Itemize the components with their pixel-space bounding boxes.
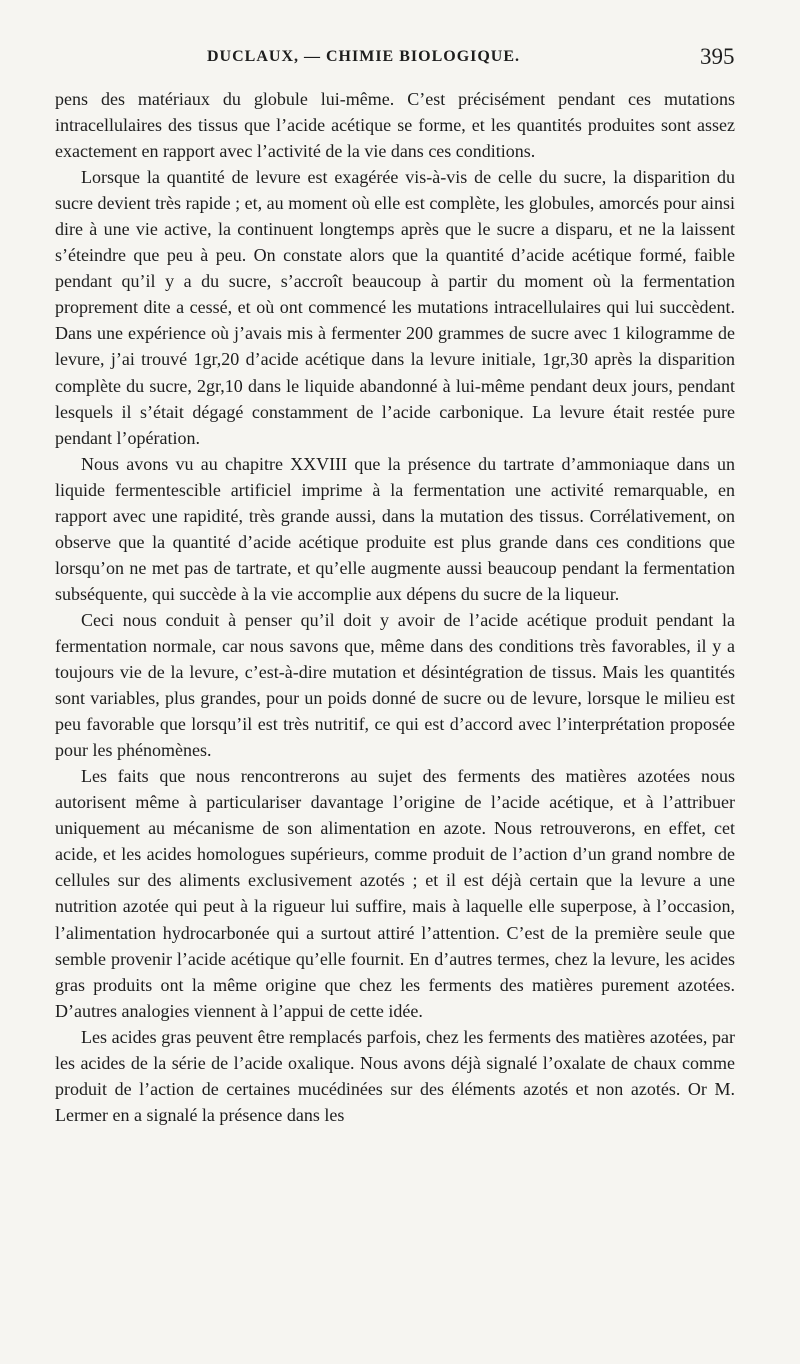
paragraph: Ceci nous conduit à penser qu’il doit y avoir de l’acide acétique produit pendant la fermentation normale, car nous savons que, même dans des conditions très favorables, il y a toujours vie de la levure, c’est-à-dire mutation et désintégration de tissus. Mais les quantités sont variables, plus grandes, pour un poids donné de sucre ou de levure, lorsque le milieu est peu favorable que lorsqu’il est très nutritif, ce qui est d’accord avec l’interprétation proposée pour les phénomènes.: [55, 609, 735, 761]
paragraph: Lorsque la quantité de levure est exagérée vis-à-vis de celle du sucre, la disparition du sucre devient très rapide ; et, au moment où elle est complète, les globules, amorcés pour ainsi dire à une vie active, la continuent longtemps après que le sucre a disparu, et ne la laissent s’éteindre que peu à peu. On constate alors que la quantité d’acide acétique formé, faible pendant qu’il y a du sucre, s’accroît beaucoup à partir du moment où la fermentation proprement dite a cessé, et où ont commencé les mutations intracellulaires qui lui succèdent. Dans une expérience où j’avais mis à fermenter 200 grammes de sucre avec 1 kilogramme de levure, j’ai trouvé 1gr,20 d’acide acétique dans la levure initiale, 1gr,30 après la disparition complète du sucre, 2gr,10 dans le liquide abandonné à lui-même pendant deux jours, pendant lesquels il s’était dégagé constamment de l’acide carbonique. La levure était restée pure pendant l’opération.: [55, 167, 735, 448]
paragraph: Les faits que nous rencontrerons au sujet des ferments des matières azotées nous autorisent même à particulariser davantage l’origine de l’acide acétique, et à l’attribuer uniquement au mécanisme de son alimentation en azote. Nous retrouverons, en effet, cet acide, et les acides homologues supérieurs, comme produit de l’action d’un grand nombre de cellules sur des aliments exclusivement azotés ; et il est déjà certain que la levure a une nutrition azotée qui peut à la rigueur lui suffire, mais à laquelle elle superpose, à l’occasion, l’alimentation hydrocarbonée qui a surtout attiré l’attention. C’est de la première seule que semble provenir l’acide acétique qu’elle fournit. En d’autres termes, chez la levure, les acides gras produits ont la même origine que chez les ferments des matières purement azotées. D’autres analogies viennent à l’appui de cette idée.: [55, 766, 735, 1021]
paragraph: Nous avons vu au chapitre XXVIII que la présence du tartrate d’ammoniaque dans un liquide fermentescible artificiel imprime à la fermentation une activité remarquable, en rapport avec une rapidité, très grande aussi, dans la mutation des tissus. Corrélativement, on observe que la quantité d’acide acétique produite est plus grande dans ces conditions que lorsqu’on ne met pas de tartrate, et qu’elle augmente aussi beaucoup pendant la fermentation subséquente, qui succède à la vie accomplie aux dépens du sucre de la liqueur.: [55, 453, 735, 604]
page-header: [0, 44, 800, 72]
page-number: 395: [700, 44, 735, 69]
running-title: DUCLAUX, — CHIMIE BIOLOGIQUE.: [207, 48, 521, 65]
paragraph-continuation: pens des matériaux du globule lui-même. C’est précisément pendant ces mutations intracellulaires des tissus que l’acide acétique se forme, et les quantités produites sont assez exactement en rapport avec l’activité de la vie dans ces conditions.: [55, 89, 735, 162]
body-text: [55, 86, 735, 1128]
paragraph: Les acides gras peuvent être remplacés parfois, chez les ferments des matières azotées, par les acides de la série de l’acide oxalique. Nous avons déjà signalé l’oxalate de chaux comme produit de l’action de certaines mucédinées sur des éléments azotés et non azotés. Or M. Lermer en a signalé la présence dans les: [55, 1026, 735, 1125]
